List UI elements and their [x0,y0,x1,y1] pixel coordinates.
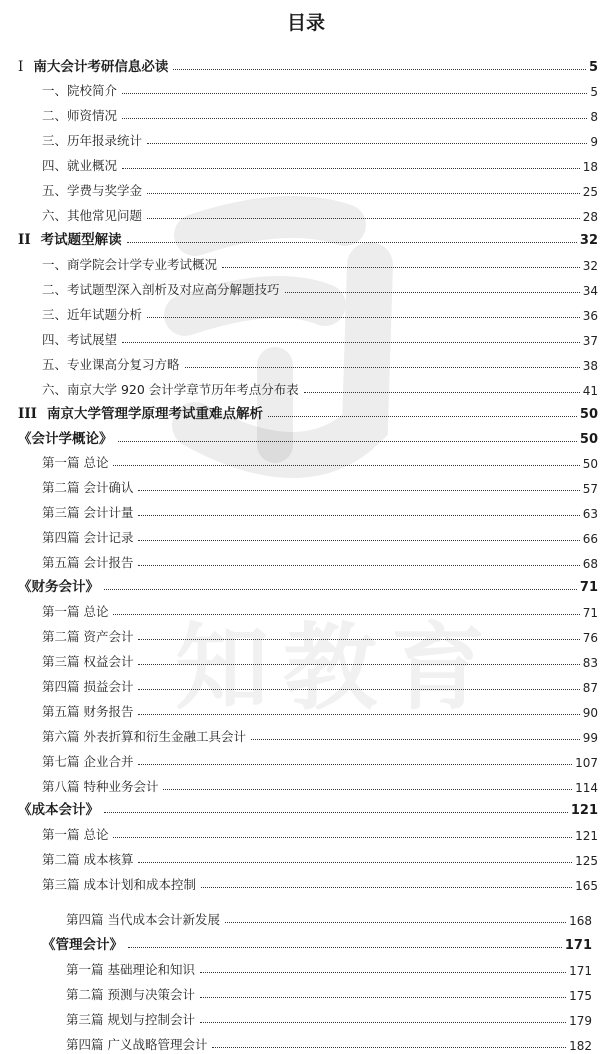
page-number: 37 [582,334,598,348]
toc-label: 第一篇 总论 [42,455,109,470]
toc-entry[interactable] [42,600,598,620]
toc-section[interactable] [18,427,598,447]
section-numeral: II [18,232,31,248]
dot-leader [147,218,580,219]
toc-label: 《成本会计》 [18,802,99,818]
toc-label: 五、学费与奖学金 [42,183,143,198]
page-number: 9 [590,135,598,149]
page-number: 50 [579,432,598,447]
dot-leader [147,193,580,194]
page-number: 83 [582,656,598,670]
page-number: 34 [582,284,598,298]
dot-leader [200,1022,566,1023]
dot-leader [138,540,579,541]
page-number: 18 [582,160,598,174]
page-number: 107 [575,756,598,770]
toc-label: 第一篇 总论 [42,604,109,619]
dot-leader [304,392,580,393]
page-number: 114 [575,781,598,795]
toc-section[interactable] [18,575,598,595]
toc-label: 六、其他常见问题 [42,208,143,223]
toc-entry[interactable] [42,179,598,199]
page-number: 125 [575,854,598,868]
dot-leader [138,490,579,491]
dot-leader [268,416,577,417]
toc-label: 第三篇 会计计量 [42,505,134,520]
toc-entry[interactable] [66,1033,592,1053]
page-number: 71 [582,606,598,620]
page-number: 5 [588,60,598,75]
toc-entry[interactable] [42,278,598,298]
toc-entry[interactable] [42,848,598,868]
toc-label: 第四篇 当代成本会计新发展 [66,912,220,927]
toc-entry[interactable] [42,873,598,893]
toc-entry[interactable] [42,154,598,174]
toc-label: 三、历年报录统计 [42,133,143,148]
dot-leader [225,922,566,923]
page-number: 63 [582,507,598,521]
dot-leader [138,639,579,640]
dot-leader [118,441,577,442]
toc-label: 第六篇 外表折算和衍生金融工具会计 [42,729,246,744]
toc-entry[interactable] [42,775,598,795]
toc-label: 第五篇 会计报告 [42,555,134,570]
toc-label: 考试题型解读 [40,232,122,248]
dot-leader [200,972,566,973]
page-number: 68 [582,557,598,571]
toc-entry[interactable] [42,551,598,571]
dot-leader [200,997,566,998]
page-number: 175 [569,989,592,1003]
page-number: 121 [575,829,598,843]
dot-leader [173,69,586,70]
page-number: 182 [569,1039,592,1053]
page-title: 目录 [286,12,325,34]
dot-leader [122,118,587,119]
toc-label: 一、院校简介 [42,83,118,98]
toc-label: 第五篇 财务报告 [42,704,134,719]
dot-leader [138,862,572,863]
page-number: 5 [590,85,598,99]
dot-leader [127,242,577,243]
dot-leader [104,812,568,813]
toc-label: 二、师资情况 [42,108,118,123]
page-number: 76 [582,631,598,645]
toc-entry[interactable] [66,983,592,1003]
page-number: 121 [570,803,598,818]
toc-label: 第二篇 会计确认 [42,480,134,495]
toc-entry[interactable] [42,303,598,323]
toc-entry[interactable] [42,700,598,720]
page-number: 57 [582,482,598,496]
section-numeral: III [18,406,37,422]
page-number: 168 [569,914,592,928]
toc-label: 第三篇 规划与控制会计 [66,1012,195,1027]
toc-entry[interactable] [42,750,598,770]
toc-label: 四、考试展望 [42,332,118,347]
toc-entry[interactable] [42,451,598,471]
toc-entry[interactable] [42,625,598,645]
toc-entry[interactable] [42,129,598,149]
toc-label: 第二篇 成本核算 [42,852,134,867]
toc-label: 第四篇 损益会计 [42,679,134,694]
page-number: 41 [582,384,598,398]
page-number: 36 [582,309,598,323]
dot-leader [138,515,579,516]
toc-label: 第一篇 总论 [42,827,109,842]
toc-label: 第三篇 权益会计 [42,654,134,669]
dot-leader [104,589,577,590]
dot-leader [163,789,572,790]
toc-entry[interactable] [42,328,598,348]
section-numeral: Ⅰ [18,59,24,75]
toc-label: 《财务会计》 [18,579,99,595]
dot-leader [138,764,572,765]
toc-label: 三、近年试题分析 [42,307,143,322]
page-number: 165 [575,879,598,893]
page-number: 50 [582,457,598,471]
dot-leader [147,317,580,318]
toc-section[interactable] [18,798,598,818]
toc-label: 南京大学管理学原理考试重难点解析 [46,406,263,422]
toc-entry[interactable] [42,353,598,373]
toc-entry[interactable] [42,476,598,496]
toc-entry[interactable] [42,725,598,745]
dot-leader [251,739,580,740]
dot-leader [113,465,579,466]
dot-leader [138,664,579,665]
toc-entry[interactable] [42,79,598,99]
page-number: 71 [579,580,598,595]
toc-label: 第四篇 广义战略管理会计 [66,1037,208,1052]
dot-leader [122,168,580,169]
dot-leader [138,714,579,715]
toc-label: 南大会计考研信息必读 [33,59,169,75]
page-number: 171 [564,938,592,953]
dot-leader [122,93,587,94]
page-number: 90 [582,706,598,720]
dot-leader [138,689,579,690]
toc-label: 一、商学院会计学专业考试概况 [42,257,218,272]
page-number: 179 [569,1014,592,1028]
toc-section[interactable] [42,933,592,953]
toc-label: 第三篇 成本计划和成本控制 [42,877,196,892]
page-number: 66 [582,532,598,546]
dot-leader [185,367,580,368]
toc-label: 四、就业概况 [42,158,118,173]
toc-entry[interactable] [42,253,598,273]
toc-entry[interactable] [42,675,598,695]
page-number: 32 [579,233,598,248]
toc-entry[interactable] [42,501,598,521]
dot-leader [147,143,587,144]
page-number: 25 [582,185,598,199]
dot-leader [285,292,580,293]
toc-entry[interactable] [42,104,598,124]
dot-leader [128,947,562,948]
toc-section[interactable] [18,402,598,422]
toc-entry[interactable] [42,204,598,224]
page-number: 8 [590,110,598,124]
toc-entry[interactable] [66,908,592,928]
dot-leader [222,267,580,268]
toc-entry[interactable] [42,823,598,843]
dot-leader [113,837,572,838]
toc-entry[interactable] [42,650,598,670]
toc-entry[interactable] [42,526,598,546]
page-number: 38 [582,359,598,373]
toc-entry[interactable] [42,378,598,398]
page-number: 87 [582,681,598,695]
page-number: 171 [569,964,592,978]
watermark-text: 知教育 [175,613,500,723]
page-number: 99 [582,731,598,745]
page-number: 50 [579,407,598,422]
toc-label: 第二篇 预测与决策会计 [66,987,195,1002]
toc-label: 第一篇 基础理论和知识 [66,962,195,977]
toc-label: 五、专业课高分复习方略 [42,357,180,372]
toc-label: 第七篇 企业合并 [42,754,134,769]
toc-label: 第八篇 特种业务会计 [42,779,159,794]
toc-entry[interactable] [66,1008,592,1028]
dot-leader [122,342,580,343]
dot-leader [212,1047,566,1048]
toc-section[interactable] [18,55,598,75]
toc-section[interactable] [18,228,598,248]
toc-entry[interactable] [66,958,592,978]
dot-leader [201,887,572,888]
toc-label: 《会计学概论》 [18,431,113,447]
page-number: 28 [582,210,598,224]
toc-label: 二、考试题型深入剖析及对应高分解题技巧 [42,282,280,297]
toc-label: 第四篇 会计记录 [42,530,134,545]
toc-label: 第二篇 资产会计 [42,629,134,644]
dot-leader [113,614,579,615]
toc-label: 六、南京大学 920 会计学章节历年考点分布表 [42,382,299,397]
page-number: 32 [582,259,598,273]
toc-label: 《管理会计》 [42,937,123,953]
dot-leader [138,565,579,566]
